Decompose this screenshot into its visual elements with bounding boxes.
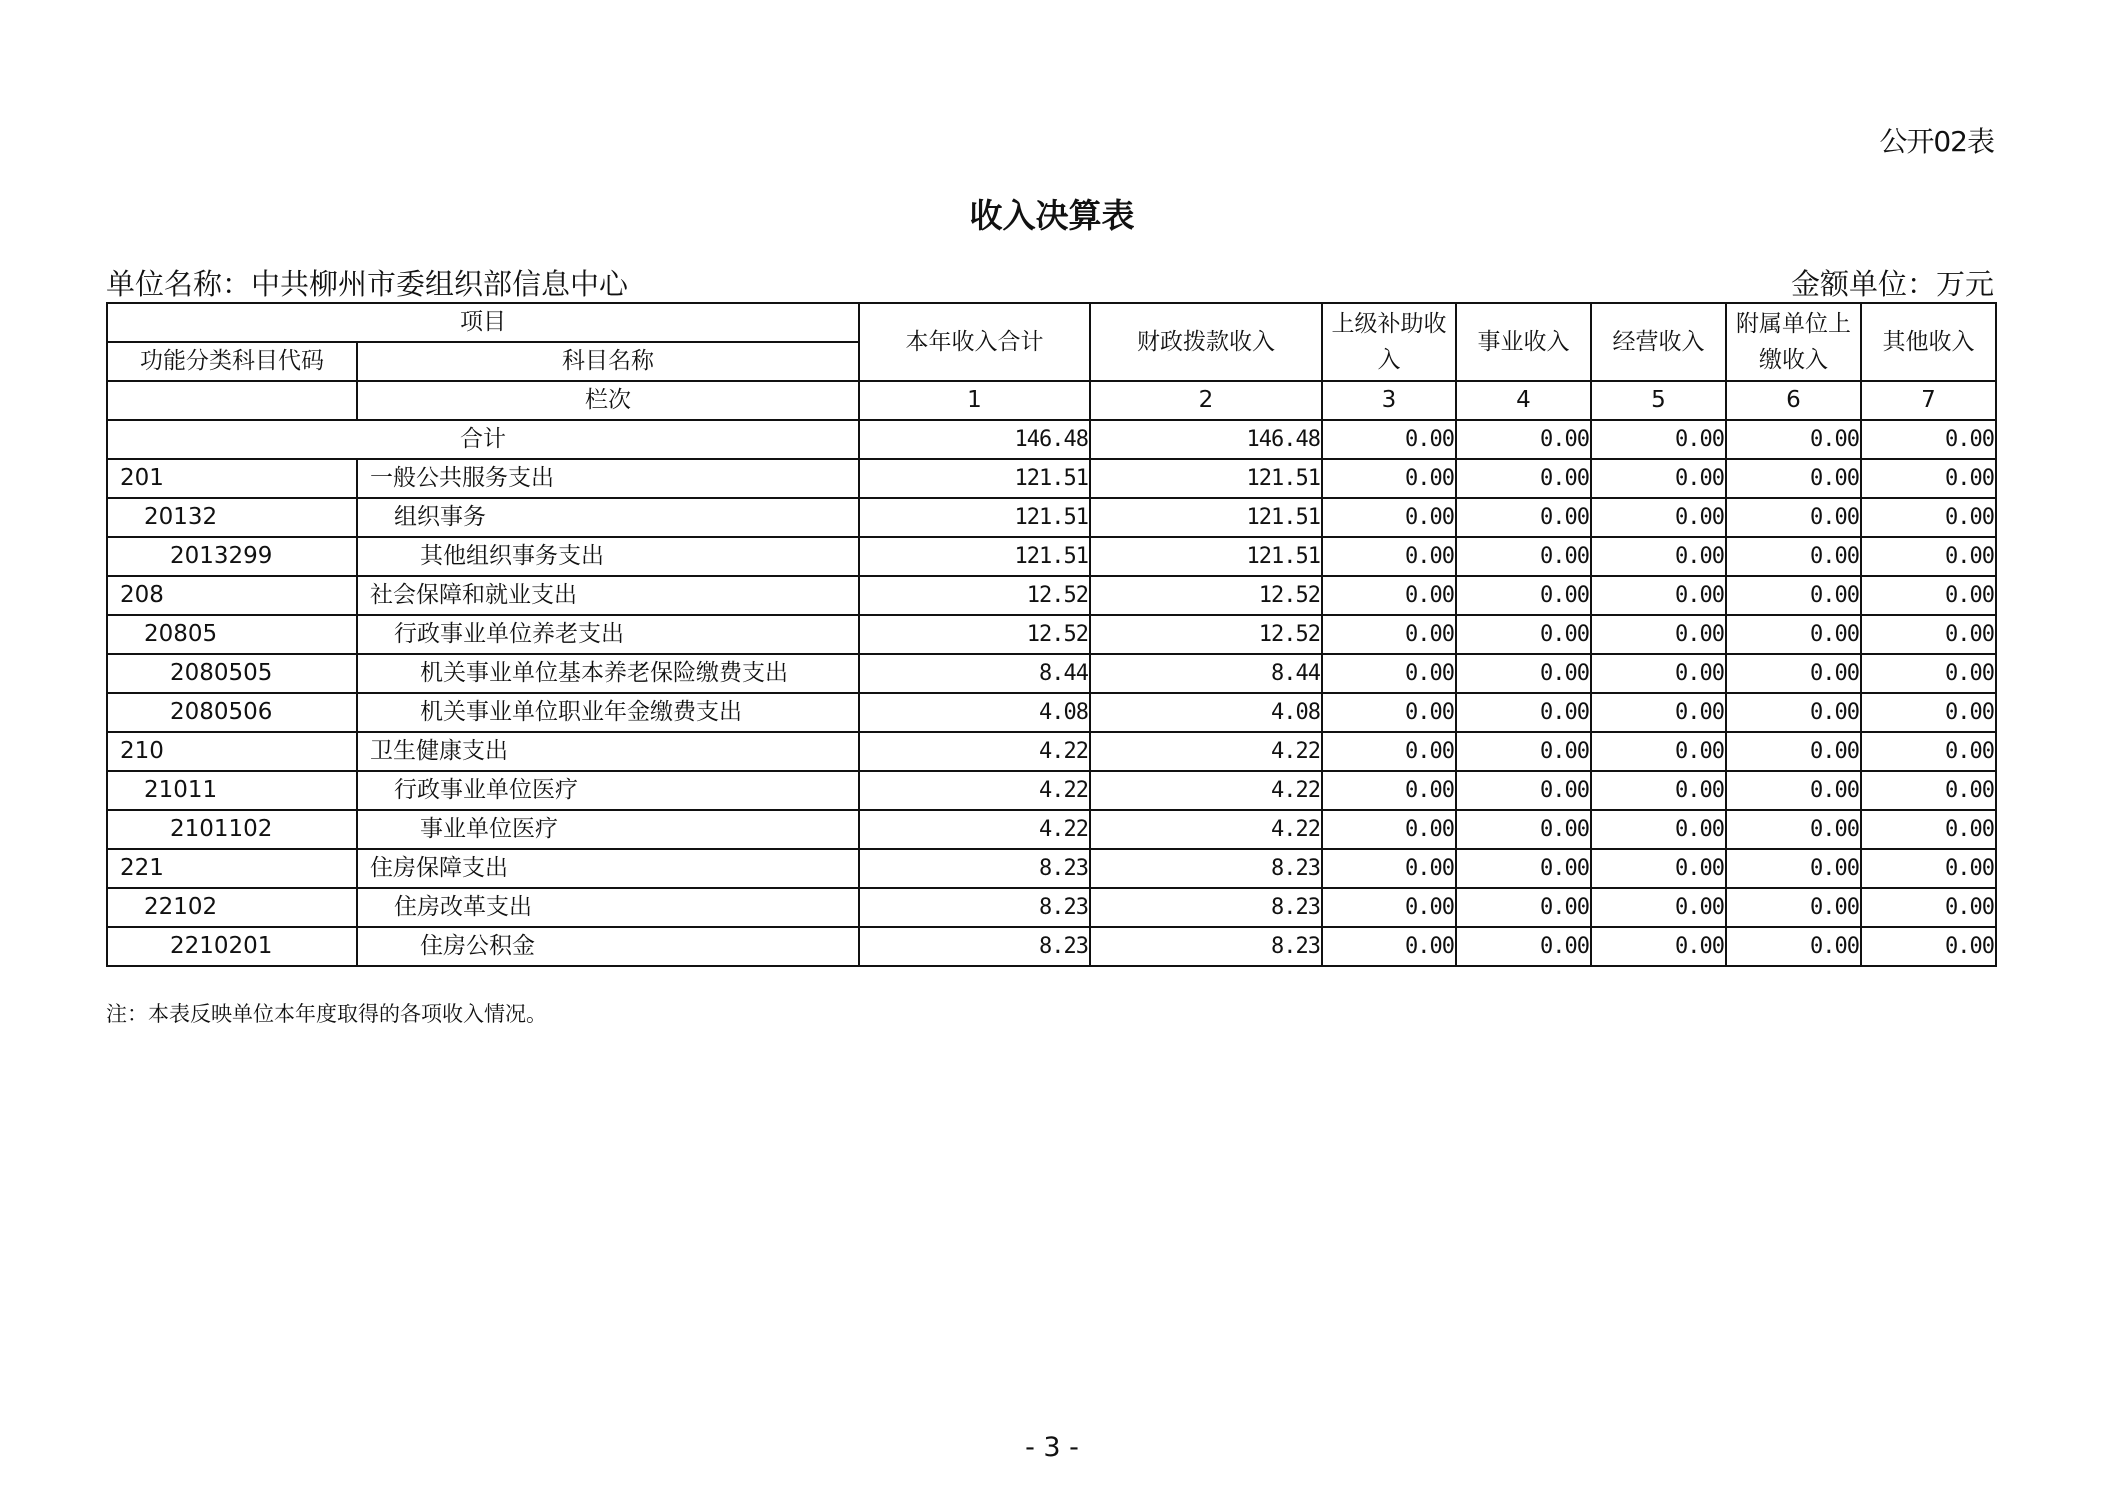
amount-cell: 121.51 bbox=[1090, 498, 1322, 537]
column-index-7: 7 bbox=[1861, 381, 1996, 420]
amount-cell: 0.00 bbox=[1726, 537, 1861, 576]
amount-cell: 0.00 bbox=[1591, 810, 1726, 849]
amount-cell: 0.00 bbox=[1591, 654, 1726, 693]
column-index-label: 栏次 bbox=[357, 381, 859, 420]
amount-cell: 0.00 bbox=[1861, 459, 1996, 498]
amount-cell: 0.00 bbox=[1322, 537, 1456, 576]
amount-cell: 4.22 bbox=[1090, 810, 1322, 849]
amount-cell: 0.00 bbox=[1322, 810, 1456, 849]
amount-cell: 0.00 bbox=[1861, 927, 1996, 966]
amount-cell: 4.22 bbox=[859, 810, 1090, 849]
page-number: - 3 - bbox=[1025, 1432, 1079, 1463]
total-value: 146.48 bbox=[859, 420, 1090, 459]
amount-cell: 0.00 bbox=[1456, 459, 1591, 498]
amount-cell: 0.00 bbox=[1591, 576, 1726, 615]
amount-cell: 121.51 bbox=[1090, 537, 1322, 576]
total-value: 0.00 bbox=[1726, 420, 1861, 459]
subject-name: 住房公积金 bbox=[357, 927, 859, 966]
column-index-3: 3 bbox=[1322, 381, 1456, 420]
table-row bbox=[107, 888, 1996, 927]
income-table bbox=[106, 302, 1997, 967]
table-row bbox=[107, 459, 1996, 498]
amount-cell: 0.00 bbox=[1726, 654, 1861, 693]
amount-cell: 0.00 bbox=[1456, 654, 1591, 693]
table-row bbox=[107, 654, 1996, 693]
amount-cell: 8.23 bbox=[859, 888, 1090, 927]
amount-cell: 0.00 bbox=[1861, 732, 1996, 771]
subject-code: 20805 bbox=[107, 615, 357, 654]
table-row bbox=[107, 849, 1996, 888]
table-row bbox=[107, 615, 1996, 654]
amount-cell: 0.00 bbox=[1322, 849, 1456, 888]
amount-cell: 8.44 bbox=[859, 654, 1090, 693]
subject-name: 一般公共服务支出 bbox=[357, 459, 859, 498]
amount-cell: 4.08 bbox=[859, 693, 1090, 732]
subject-code: 210 bbox=[107, 732, 357, 771]
amount-cell: 0.00 bbox=[1726, 810, 1861, 849]
form-number: 公开02表 bbox=[1879, 125, 1994, 158]
amount-cell: 121.51 bbox=[859, 537, 1090, 576]
amount-cell: 0.00 bbox=[1861, 888, 1996, 927]
subject-code: 2080505 bbox=[107, 654, 357, 693]
subject-code: 208 bbox=[107, 576, 357, 615]
total-value: 0.00 bbox=[1456, 420, 1591, 459]
total-value: 0.00 bbox=[1591, 420, 1726, 459]
amount-cell: 0.00 bbox=[1456, 771, 1591, 810]
header-affiliated: 附属单位上缴收入 bbox=[1726, 303, 1861, 381]
subject-code: 22102 bbox=[107, 888, 357, 927]
amount-cell: 0.00 bbox=[1322, 498, 1456, 537]
amount-cell: 0.00 bbox=[1322, 693, 1456, 732]
total-label: 合计 bbox=[107, 420, 859, 459]
subject-name: 住房改革支出 bbox=[357, 888, 859, 927]
column-index-1: 1 bbox=[859, 381, 1090, 420]
column-index-row bbox=[107, 381, 1996, 420]
amount-cell: 0.00 bbox=[1861, 771, 1996, 810]
amount-cell: 0.00 bbox=[1322, 459, 1456, 498]
subject-code: 20132 bbox=[107, 498, 357, 537]
table-row bbox=[107, 576, 1996, 615]
amount-cell: 0.00 bbox=[1591, 498, 1726, 537]
amount-cell: 8.23 bbox=[1090, 888, 1322, 927]
total-row bbox=[107, 420, 1996, 459]
subject-name: 社会保障和就业支出 bbox=[357, 576, 859, 615]
amount-cell: 0.00 bbox=[1591, 888, 1726, 927]
subject-code: 2210201 bbox=[107, 927, 357, 966]
amount-cell: 4.22 bbox=[859, 771, 1090, 810]
amount-cell: 0.00 bbox=[1591, 537, 1726, 576]
subject-code: 201 bbox=[107, 459, 357, 498]
amount-cell: 0.00 bbox=[1322, 888, 1456, 927]
table-row bbox=[107, 732, 1996, 771]
amount-cell: 0.00 bbox=[1726, 459, 1861, 498]
amount-cell: 8.23 bbox=[1090, 849, 1322, 888]
amount-cell: 0.00 bbox=[1861, 654, 1996, 693]
subject-name: 组织事务 bbox=[357, 498, 859, 537]
amount-cell: 0.00 bbox=[1591, 459, 1726, 498]
amount-cell: 4.22 bbox=[1090, 771, 1322, 810]
header-code: 功能分类科目代码 bbox=[107, 342, 357, 381]
amount-unit: 金额单位：万元 bbox=[1790, 267, 1994, 301]
subject-code: 2080506 bbox=[107, 693, 357, 732]
amount-cell: 0.00 bbox=[1322, 771, 1456, 810]
amount-cell: 0.00 bbox=[1861, 498, 1996, 537]
amount-cell: 0.00 bbox=[1726, 771, 1861, 810]
amount-cell: 0.00 bbox=[1726, 732, 1861, 771]
subject-code: 221 bbox=[107, 849, 357, 888]
amount-cell: 0.00 bbox=[1726, 498, 1861, 537]
subject-code: 2101102 bbox=[107, 810, 357, 849]
amount-cell: 8.44 bbox=[1090, 654, 1322, 693]
amount-cell: 0.00 bbox=[1591, 771, 1726, 810]
amount-cell: 4.22 bbox=[859, 732, 1090, 771]
amount-cell: 0.00 bbox=[1861, 693, 1996, 732]
amount-cell: 0.00 bbox=[1456, 888, 1591, 927]
amount-cell: 12.52 bbox=[1090, 615, 1322, 654]
amount-cell: 0.00 bbox=[1861, 576, 1996, 615]
table-row bbox=[107, 810, 1996, 849]
subject-code: 2013299 bbox=[107, 537, 357, 576]
total-value: 146.48 bbox=[1090, 420, 1322, 459]
amount-cell: 0.00 bbox=[1591, 615, 1726, 654]
amount-cell: 0.00 bbox=[1456, 693, 1591, 732]
subject-name: 卫生健康支出 bbox=[357, 732, 859, 771]
amount-cell: 0.00 bbox=[1456, 498, 1591, 537]
amount-cell: 12.52 bbox=[859, 615, 1090, 654]
subject-name: 住房保障支出 bbox=[357, 849, 859, 888]
subject-name: 其他组织事务支出 bbox=[357, 537, 859, 576]
amount-cell: 0.00 bbox=[1456, 576, 1591, 615]
amount-cell: 0.00 bbox=[1726, 615, 1861, 654]
table-row bbox=[107, 498, 1996, 537]
amount-cell: 0.00 bbox=[1591, 849, 1726, 888]
column-index-5: 5 bbox=[1591, 381, 1726, 420]
amount-cell: 0.00 bbox=[1861, 810, 1996, 849]
amount-cell: 0.00 bbox=[1861, 849, 1996, 888]
amount-cell: 0.00 bbox=[1591, 693, 1726, 732]
amount-cell: 0.00 bbox=[1726, 849, 1861, 888]
subject-name: 事业单位医疗 bbox=[357, 810, 859, 849]
subject-name: 行政事业单位养老支出 bbox=[357, 615, 859, 654]
amount-cell: 0.00 bbox=[1456, 537, 1591, 576]
amount-cell: 12.52 bbox=[1090, 576, 1322, 615]
amount-cell: 121.51 bbox=[859, 498, 1090, 537]
header-project: 项目 bbox=[107, 303, 859, 342]
table-row bbox=[107, 693, 1996, 732]
subject-name: 机关事业单位职业年金缴费支出 bbox=[357, 693, 859, 732]
amount-cell: 0.00 bbox=[1591, 732, 1726, 771]
amount-cell: 121.51 bbox=[1090, 459, 1322, 498]
header-name: 科目名称 bbox=[357, 342, 859, 381]
header-business: 事业收入 bbox=[1456, 303, 1591, 381]
header-fiscal: 财政拨款收入 bbox=[1090, 303, 1322, 381]
amount-cell: 0.00 bbox=[1861, 615, 1996, 654]
subject-name: 机关事业单位基本养老保险缴费支出 bbox=[357, 654, 859, 693]
amount-cell: 0.00 bbox=[1861, 537, 1996, 576]
amount-cell: 0.00 bbox=[1726, 693, 1861, 732]
header-superior-subsidy: 上级补助收入 bbox=[1322, 303, 1456, 381]
column-index-6: 6 bbox=[1726, 381, 1861, 420]
amount-cell: 0.00 bbox=[1322, 654, 1456, 693]
amount-cell: 8.23 bbox=[859, 849, 1090, 888]
table-row bbox=[107, 771, 1996, 810]
amount-cell: 8.23 bbox=[1090, 927, 1322, 966]
amount-cell: 0.00 bbox=[1322, 576, 1456, 615]
footnote: 注：本表反映单位本年度取得的各项收入情况。 bbox=[106, 1002, 547, 1026]
amount-cell: 0.00 bbox=[1322, 615, 1456, 654]
subject-code: 21011 bbox=[107, 771, 357, 810]
table-row bbox=[107, 537, 1996, 576]
report-title: 收入决算表 bbox=[969, 196, 1135, 235]
amount-cell: 4.08 bbox=[1090, 693, 1322, 732]
amount-cell: 0.00 bbox=[1456, 732, 1591, 771]
column-index-blank bbox=[107, 381, 357, 420]
amount-cell: 4.22 bbox=[1090, 732, 1322, 771]
total-value: 0.00 bbox=[1322, 420, 1456, 459]
table-row bbox=[107, 927, 1996, 966]
amount-cell: 8.23 bbox=[859, 927, 1090, 966]
amount-cell: 0.00 bbox=[1591, 927, 1726, 966]
amount-cell: 0.00 bbox=[1456, 927, 1591, 966]
amount-cell: 0.00 bbox=[1322, 927, 1456, 966]
amount-cell: 0.00 bbox=[1456, 810, 1591, 849]
amount-cell: 0.00 bbox=[1726, 927, 1861, 966]
header-row-1 bbox=[107, 303, 1996, 342]
header-operating: 经营收入 bbox=[1591, 303, 1726, 381]
amount-cell: 121.51 bbox=[859, 459, 1090, 498]
subject-name: 行政事业单位医疗 bbox=[357, 771, 859, 810]
amount-cell: 0.00 bbox=[1726, 888, 1861, 927]
amount-cell: 0.00 bbox=[1456, 849, 1591, 888]
total-value: 0.00 bbox=[1861, 420, 1996, 459]
amount-cell: 0.00 bbox=[1322, 732, 1456, 771]
column-index-4: 4 bbox=[1456, 381, 1591, 420]
amount-cell: 12.52 bbox=[859, 576, 1090, 615]
amount-cell: 0.00 bbox=[1456, 615, 1591, 654]
header-other: 其他收入 bbox=[1861, 303, 1996, 381]
header-total-income: 本年收入合计 bbox=[859, 303, 1090, 381]
amount-cell: 0.00 bbox=[1726, 576, 1861, 615]
column-index-2: 2 bbox=[1090, 381, 1322, 420]
unit-name: 单位名称：中共柳州市委组织部信息中心 bbox=[106, 267, 629, 301]
